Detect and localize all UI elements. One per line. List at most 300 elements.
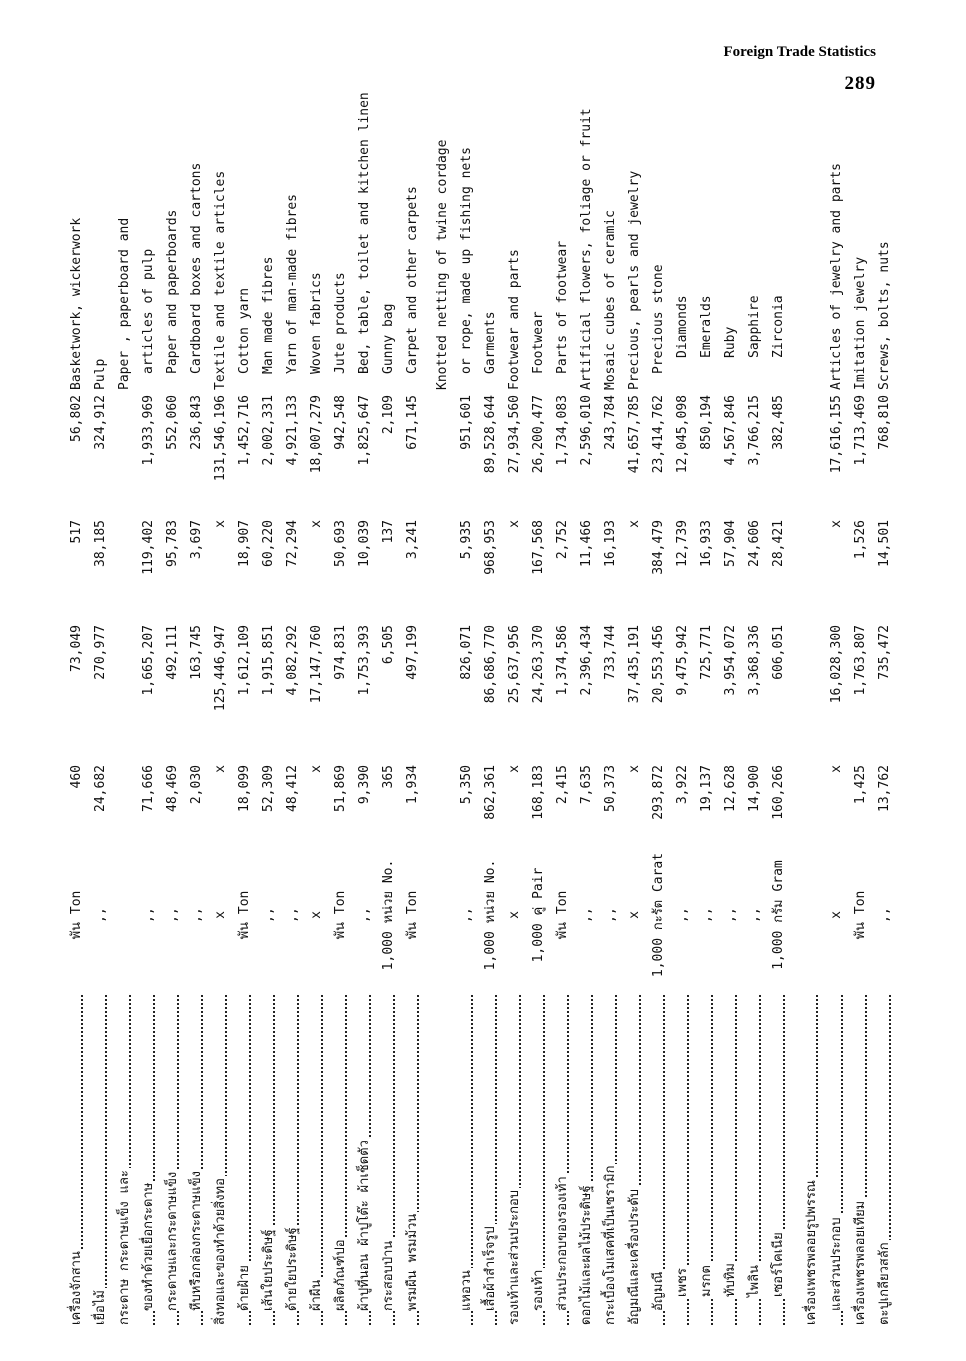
value-cell-2: 1,452,716 [237, 395, 252, 466]
value-cell-2: 850,194 [699, 395, 714, 450]
value-cell-2: 26,200,477 [531, 395, 546, 474]
quantity-cell-2: 12,739 [675, 520, 690, 567]
quantity-cell-2: 60,220 [261, 520, 276, 567]
english-label-cell: Emeralds [699, 295, 714, 358]
value-cell-1: 1,612,109 [237, 625, 252, 696]
unit-cell: 1,000 หน่วย No. [483, 859, 498, 971]
unit-cell: ,, [261, 907, 276, 923]
table-row [113, 217, 137, 1325]
thai-label-cell [257, 995, 281, 1325]
value-cell-2: 1,734,083 [555, 395, 570, 466]
thai-label-cell [719, 995, 743, 1325]
value-cell-1: 606,051 [771, 625, 786, 680]
value-cell-1 [431, 625, 455, 755]
quantity-cell-1: 9,390 [357, 765, 372, 805]
unit-cell: ,, [141, 907, 156, 923]
thai-label-cell [767, 995, 791, 1325]
table-row [695, 240, 719, 1325]
value-cell-1: 733,744 [603, 625, 618, 680]
value-cell-2 [800, 395, 824, 515]
thai-label-cell [551, 995, 575, 1325]
english-label-cell: Paper , paperboard and [117, 217, 132, 390]
value-cell-2: 671,145 [405, 395, 420, 450]
english-label-cell: Paper and paperboards [165, 209, 180, 374]
value-cell-2: 1,713,469 [853, 395, 868, 466]
quantity-cell-2: 57,904 [723, 520, 738, 567]
english-label-cell: Screws, bolts, nuts [877, 241, 892, 390]
unit-cell: พัน Ton [237, 890, 252, 940]
thai-label-cell [503, 995, 527, 1325]
thai-label: กระเบื้องโมเสคที่เป็นเซรามิก [603, 1165, 618, 1325]
quantity-cell-1 [800, 765, 824, 845]
thai-label-cell [377, 995, 401, 1325]
english-label-cell: Yarn of man-made fibres [285, 193, 300, 374]
value-cell-2: 243,784 [603, 395, 618, 450]
thai-label-cell [527, 995, 551, 1325]
quantity-cell-1: 1,425 [853, 765, 868, 805]
trade-statistics-table [65, 92, 895, 1325]
quantity-cell-2: 5,935 [459, 520, 474, 560]
value-cell-2: 1,933,969 [141, 395, 156, 466]
thai-label: ไพลิน [747, 1265, 762, 1297]
unit-cell: 1,000 คู่ Pair [531, 867, 546, 963]
value-cell-1: 270,977 [93, 625, 108, 680]
quantity-cell-1: 51,869 [333, 765, 348, 812]
value-cell-1: 24,263,370 [531, 625, 546, 704]
thai-label: ตะปูเกลียวสลัก [877, 1242, 892, 1325]
english-label-cell: Textile and textile articles [213, 170, 228, 390]
value-cell-1: 37,435,191 [627, 625, 642, 704]
quantity-cell-2 [800, 520, 824, 620]
value-cell-1: 25,637,956 [507, 625, 522, 704]
english-label-cell: Cotton yarn [237, 287, 252, 374]
value-cell-1: 1,763,807 [853, 625, 868, 696]
page-number: 289 [844, 73, 876, 94]
quantity-cell-1: 13,762 [877, 765, 892, 812]
thai-label-cell [137, 995, 161, 1325]
unit-cell: ,, [747, 907, 762, 923]
quantity-cell-2: 11,466 [579, 520, 594, 567]
thai-label-cell [647, 995, 671, 1325]
unit-cell: ,, [877, 907, 892, 923]
thai-label: เสื้อผ้าสำเร็จรูป [483, 1226, 498, 1311]
table-row [257, 240, 281, 1325]
table-row [671, 240, 695, 1325]
english-label-cell: Knotted netting of twine cordage [435, 139, 450, 390]
thai-label: ด้ายฝ้าย [237, 1265, 252, 1311]
thai-label: เครื่องเพชรพลอยเทียม [853, 1200, 868, 1325]
table-row [431, 139, 455, 1325]
quantity-cell-2: 3,241 [405, 520, 420, 560]
table-row [551, 240, 575, 1325]
thai-label: สิ่งทอและของทำด้วยสิ่งทอ [213, 1178, 228, 1325]
thai-label: ของทำด้วยเยื่อกระดาษ [141, 1182, 156, 1311]
quantity-cell-2: 72,294 [285, 520, 300, 567]
thai-label: รองเท้า [531, 1269, 546, 1311]
dot-leader [321, 995, 323, 1325]
value-cell-2: 2,002,331 [261, 395, 276, 466]
value-cell-2: 23,414,762 [651, 395, 666, 474]
value-cell-2: 768,810 [877, 395, 892, 450]
thai-label-cell [873, 995, 897, 1325]
unit-cell: ,, [165, 907, 180, 923]
table-row [401, 186, 425, 1325]
table-row [89, 240, 113, 1325]
table-row [137, 240, 161, 1325]
thai-label [435, 1323, 450, 1325]
quantity-cell-1: x [829, 765, 844, 773]
value-cell-1: 826,071 [459, 625, 474, 680]
unit-cell: ,, [93, 907, 108, 923]
table-row [455, 147, 479, 1325]
english-label-cell: articles of pulp [141, 248, 156, 374]
thai-label: เครื่องจักสาน [69, 1251, 84, 1325]
unit-cell: ,, [579, 907, 594, 923]
table-row [800, 240, 824, 1325]
thai-label-cell [431, 995, 455, 1325]
value-cell-2: 27,934,560 [507, 395, 522, 474]
thai-label-cell [161, 995, 185, 1325]
value-cell-2 [431, 395, 455, 515]
value-cell-1: 6,505 [381, 625, 396, 665]
value-cell-1 [113, 625, 137, 755]
thai-label: ทับทิม [723, 1263, 738, 1297]
quantity-cell-1: 24,682 [93, 765, 108, 812]
quantity-cell-2: 119,402 [141, 520, 156, 575]
thai-label-cell [623, 995, 647, 1325]
english-label-cell: Carpet and other carpets [405, 186, 420, 374]
table-row [719, 240, 743, 1325]
table-row [65, 217, 89, 1325]
thai-label-cell [599, 995, 623, 1325]
thai-label: เซอร์โคเนีย [771, 1232, 786, 1297]
table-row [743, 240, 767, 1325]
unit-cell: x [829, 911, 844, 919]
value-cell-1: 9,475,942 [675, 625, 690, 696]
value-cell-2: 324,912 [93, 395, 108, 450]
unit-cell: x [309, 911, 324, 919]
thai-label-cell [575, 995, 599, 1325]
value-cell-1: 497,199 [405, 625, 420, 680]
value-cell-1: 725,771 [699, 625, 714, 680]
thai-label: มรกต [699, 1265, 714, 1297]
english-label-cell: Footwear [531, 311, 546, 374]
thai-label: เครื่องเพชรพลอยรูปพรรณ [804, 1180, 819, 1325]
quantity-cell-1: x [309, 765, 324, 773]
value-cell-1: 3,954,072 [723, 625, 738, 696]
quantity-cell-1: 50,373 [603, 765, 618, 812]
value-cell-2: 2,109 [381, 395, 396, 435]
quantity-cell-1: x [507, 765, 522, 773]
quantity-cell-2: x [213, 520, 228, 528]
table-row [503, 240, 527, 1325]
value-cell-1: 3,368,336 [747, 625, 762, 696]
thai-label-cell [671, 995, 695, 1325]
thai-label: ดอกไม้และผลไม้ประดิษฐ์ [579, 1185, 594, 1325]
quantity-cell-2: 14,501 [877, 520, 892, 567]
quantity-cell-2 [113, 520, 137, 620]
thai-label: หีบหรือกล่องกระดาษแข็ง [189, 1171, 204, 1311]
quantity-cell-2: 16,933 [699, 520, 714, 567]
thai-label-cell [281, 995, 305, 1325]
unit-cell: 1,000 กรัม Gram [771, 860, 786, 970]
value-cell-1: 1,374,586 [555, 625, 570, 696]
value-cell-1: 1,665,207 [141, 625, 156, 696]
unit-cell: ,, [459, 907, 474, 923]
table-row [527, 240, 551, 1325]
unit-cell: ,, [285, 907, 300, 923]
dot-leader [105, 995, 107, 1325]
quantity-cell-1: 293,872 [651, 765, 666, 820]
quantity-cell-2 [431, 520, 455, 620]
table-row [281, 193, 305, 1325]
unit-cell [113, 845, 137, 985]
quantity-cell-1: 862,361 [483, 765, 498, 820]
quantity-cell-1: 48,412 [285, 765, 300, 812]
table-row [575, 108, 599, 1325]
quantity-cell-2: 18,907 [237, 520, 252, 567]
thai-label: เยื่อไม้ [93, 1290, 108, 1325]
value-cell-2: 4,567,846 [723, 395, 738, 466]
english-label-cell: Gunny bag [381, 303, 396, 374]
thai-label-cell [209, 995, 233, 1325]
quantity-cell-2: 167,568 [531, 520, 546, 575]
table-row [233, 240, 257, 1325]
unit-cell: พัน Ton [405, 890, 420, 940]
thai-label: ผลิตภัณฑ์ปอ [333, 1239, 348, 1311]
table-row [849, 240, 873, 1325]
quantity-cell-1 [431, 765, 455, 845]
quantity-cell-1 [113, 765, 137, 845]
unit-cell: x [627, 911, 642, 919]
thai-label: กระดาษและกระดาษแข็ง [165, 1171, 180, 1311]
quantity-cell-2: 968,953 [483, 520, 498, 575]
english-label-cell: Ruby [723, 326, 738, 358]
table-row [599, 209, 623, 1325]
quantity-cell-1: 52,309 [261, 765, 276, 812]
quantity-cell-1: 365 [381, 765, 396, 789]
thai-label-cell [353, 995, 377, 1325]
value-cell-2: 382,485 [771, 395, 786, 450]
value-cell-1: 86,686,770 [483, 625, 498, 704]
quantity-cell-2: 384,479 [651, 520, 666, 575]
value-cell-1: 16,028,300 [829, 625, 844, 704]
unit-cell: พัน Ton [853, 890, 868, 940]
value-cell-1: 2,396,434 [579, 625, 594, 696]
english-label-cell: Zirconia [771, 295, 786, 358]
quantity-cell-2: 38,185 [93, 520, 108, 567]
unit-cell: ,, [723, 907, 738, 923]
thai-label: ส่วนประกอบของรองเท้า [555, 1176, 570, 1311]
table-row [623, 170, 647, 1325]
quantity-cell-1: 168,183 [531, 765, 546, 820]
value-cell-1: 735,472 [877, 625, 892, 680]
value-cell-1: 17,147,760 [309, 625, 324, 704]
table-row [825, 163, 849, 1325]
quantity-cell-2: x [829, 520, 844, 528]
thai-label: กระสอบป่าน [381, 1240, 396, 1311]
value-cell-2: 89,528,644 [483, 395, 498, 474]
value-cell-2: 942,548 [333, 395, 348, 450]
thai-label: เส้นใยประดิษฐ์ [261, 1229, 276, 1311]
quantity-cell-1: 14,900 [747, 765, 762, 812]
unit-cell: 1,000 กะรัต Carat [651, 852, 666, 978]
quantity-cell-1: x [213, 765, 228, 773]
english-label-cell: Precious stone [651, 264, 666, 374]
table-row [479, 240, 503, 1325]
thai-label: อัญมณีและเครื่องประดับ [627, 1188, 642, 1325]
unit-cell: x [507, 911, 522, 919]
value-cell-1: 73,049 [69, 625, 84, 672]
value-cell-2: 18,007,279 [309, 395, 324, 474]
english-label-cell: Footwear and parts [507, 249, 522, 390]
quantity-cell-2: 1,526 [853, 520, 868, 560]
english-label-cell: Articles of jewelry and parts [829, 163, 844, 390]
unit-cell: ,, [699, 907, 714, 923]
quantity-cell-2: 28,421 [771, 520, 786, 567]
unit-cell: พัน Ton [333, 890, 348, 940]
english-label-cell: Man made fibres [261, 256, 276, 374]
quantity-cell-2: x [507, 520, 522, 528]
table-row [767, 240, 791, 1325]
table-row [377, 240, 401, 1325]
unit-cell: x [213, 911, 228, 919]
thai-label-cell [695, 995, 719, 1325]
quantity-cell-2: 517 [69, 520, 84, 544]
table-row [305, 240, 329, 1325]
value-cell-2: 12,045,098 [675, 395, 690, 474]
thai-label: ผ้าผืน [309, 1279, 324, 1311]
unit-cell: 1,000 หน่วย No. [381, 859, 396, 971]
value-cell-2: 17,616,155 [829, 395, 844, 474]
unit-cell: ,, [603, 907, 618, 923]
english-label-cell: Mosaic cubes of ceramic [603, 209, 618, 390]
table-row [185, 162, 209, 1325]
unit-cell [800, 845, 824, 985]
quantity-cell-1: 460 [69, 765, 84, 789]
english-label-cell: or rope, made up fishing nets [459, 147, 474, 374]
thai-label-cell [825, 995, 849, 1325]
quantity-cell-1: 2,415 [555, 765, 570, 805]
quantity-cell-2: x [309, 520, 324, 528]
table-row [329, 240, 353, 1325]
quantity-cell-2: 3,697 [189, 520, 204, 560]
quantity-cell-2: x [627, 520, 642, 528]
thai-label-cell [113, 995, 137, 1325]
thai-label: และส่วนประกอบ [829, 1217, 844, 1311]
value-cell-2: 41,657,785 [627, 395, 642, 474]
value-cell-2: 3,766,215 [747, 395, 762, 466]
unit-cell: พัน Ton [69, 890, 84, 940]
unit-cell: ,, [675, 907, 690, 923]
value-cell-2: 1,825,647 [357, 395, 372, 466]
thai-label: ผ้าปูที่นอน ผ้าปูโต๊ะ ผ้าเช็ดตัว [357, 1140, 372, 1311]
table-row [647, 240, 671, 1325]
english-label-cell: Woven fabrics [309, 272, 324, 374]
thai-label-cell [329, 995, 353, 1325]
thai-label-cell [185, 995, 209, 1325]
thai-label-cell [455, 995, 479, 1325]
thai-label: เพชร [675, 1268, 690, 1297]
quantity-cell-1: 18,099 [237, 765, 252, 812]
thai-label: รองเท้าและส่วนประกอบ [507, 1189, 522, 1325]
thai-label-cell [233, 995, 257, 1325]
unit-cell [431, 845, 455, 985]
thai-label-cell [89, 995, 113, 1325]
quantity-cell-2: 50,693 [333, 520, 348, 567]
quantity-cell-2: 24,606 [747, 520, 762, 567]
quantity-cell-1: x [627, 765, 642, 773]
quantity-cell-2: 10,039 [357, 520, 372, 567]
quantity-cell-1: 71,666 [141, 765, 156, 812]
value-cell-1: 125,446,947 [213, 625, 228, 712]
thai-label-cell [743, 995, 767, 1325]
unit-cell: ,, [189, 907, 204, 923]
quantity-cell-1: 48,469 [165, 765, 180, 812]
english-label-cell: Cardboard boxes and cartons [189, 162, 204, 374]
thai-label-cell [479, 995, 503, 1325]
quantity-cell-1: 3,922 [675, 765, 690, 805]
value-cell-2: 236,843 [189, 395, 204, 450]
value-cell-1: 4,082,292 [285, 625, 300, 696]
quantity-cell-2: 2,752 [555, 520, 570, 560]
quantity-cell-1: 1,934 [405, 765, 420, 805]
english-label-cell: Jute products [333, 272, 348, 374]
english-label-cell: Precious, pearls and jewelry [627, 170, 642, 390]
english-label-cell: Imitation jewelry [853, 256, 868, 390]
quantity-cell-1: 7,635 [579, 765, 594, 805]
quantity-cell-1: 160,266 [771, 765, 786, 820]
english-label-cell: Garments [483, 311, 498, 374]
thai-label: กระดาษ กระดาษแข็ง และ [117, 1170, 132, 1325]
value-cell-2: 951,601 [459, 395, 474, 450]
thai-label: พรมผืน พรมม้วน [405, 1213, 420, 1311]
quantity-cell-2: 16,193 [603, 520, 618, 567]
english-label-cell: Artificial flowers, foliage or fruit [579, 108, 594, 390]
english-label-cell [800, 0, 824, 390]
table-row [161, 209, 185, 1325]
thai-label-cell [401, 995, 425, 1325]
unit-cell: พัน Ton [555, 890, 570, 940]
value-cell-2: 131,546,196 [213, 395, 228, 482]
thai-label: อัญมณี [651, 1271, 666, 1311]
value-cell-1: 492,111 [165, 625, 180, 680]
value-cell-2: 4,921,133 [285, 395, 300, 466]
value-cell-2 [113, 395, 137, 515]
page-header-title: Foreign Trade Statistics [723, 44, 876, 60]
thai-label-cell [849, 995, 873, 1325]
table-row [873, 240, 897, 1325]
thai-label-cell [65, 995, 89, 1325]
english-label-cell: Bed, table, toilet and kitchen linen [357, 92, 372, 374]
english-label-cell: Pulp [93, 358, 108, 390]
quantity-cell-1: 5,350 [459, 765, 474, 805]
value-cell-1: 1,753,393 [357, 625, 372, 696]
unit-cell: ,, [357, 907, 372, 923]
quantity-cell-1: 2,030 [189, 765, 204, 805]
value-cell-2: 552,060 [165, 395, 180, 450]
english-label-cell: Basketwork, wickerwork [69, 217, 84, 390]
thai-label: แหอวน [459, 1270, 474, 1311]
value-cell-1 [800, 625, 824, 755]
quantity-cell-2: 95,783 [165, 520, 180, 567]
quantity-cell-2: 137 [381, 520, 396, 544]
thai-label-cell [305, 995, 329, 1325]
thai-label-cell [800, 995, 824, 1325]
english-label-cell: Diamonds [675, 295, 690, 358]
thai-label: ด้ายใยประดิษฐ์ [285, 1227, 300, 1311]
quantity-cell-1: 12,628 [723, 765, 738, 812]
